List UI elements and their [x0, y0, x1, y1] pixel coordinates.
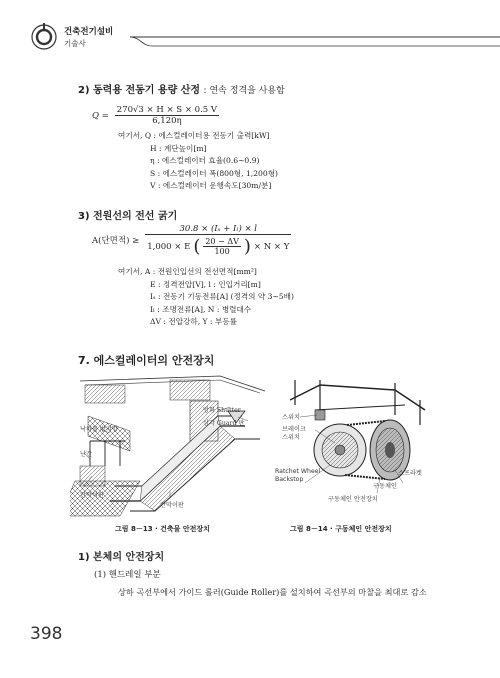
handrail-subheading: (1) 핸드레일 부분 — [94, 570, 161, 580]
label-drive-chain: 구동체인 — [373, 483, 397, 490]
wire-size-formula: A(단면적) ≥ 30.8 × (Iₛ + Iₗ) × l 1,000 × E ( $\frac{20 - \Delta V}{100}$ ) × N × Y — [92, 224, 290, 257]
label-railing: 난간 — [80, 451, 92, 458]
handrail-text: 상하 곡선부에서 가이드 롤러(Guide Roller)를 설치하여 곡선부의 마찰을 최대로 감소 — [118, 587, 427, 597]
label-fall-prevention-net: 낙하물 방지망 — [80, 426, 118, 433]
label-switch: 스위치 — [282, 414, 300, 421]
label-brake-switch: 브레이크 스위치 — [282, 426, 306, 441]
section-7-heading: 7. 에스컬레이터의 안전장치 — [78, 354, 215, 367]
body-safety-heading: 1) 본체의 안전장치 — [78, 552, 165, 563]
figure-14-caption: 그림 8－14 · 구동체인 안전장치 — [290, 525, 392, 533]
label-fire-shutter: 방화 Shutter — [203, 407, 241, 414]
header-title: 건축전기설비 — [64, 27, 114, 37]
label-partition-bottom: 칸막이판 — [160, 502, 184, 509]
section-3-heading: 3) 전원선의 전선 굵기 — [78, 211, 178, 222]
page-number: 398 — [30, 624, 63, 644]
label-chain-safety-device: 구동체인 안전장치 — [328, 496, 378, 503]
section-3-definitions: 여기서, A : 전원인입선의 전선면적[mm²] E : 정격전압[V], l : 인입거리[m] Iₛ : 전동기 기동전류[A] (정격의 약 3∼5배) Iₗ : 조명전류[A], N : 병렬대수 ΔV : 전압강하, Y : 부등률 — [118, 267, 294, 327]
header-subtitle: 기술사 — [64, 39, 86, 48]
section-2-definitions: 여기서, Q : 에스컬레이터용 전동기 출력[kW] H : 계단높이[m] η : 에스컬레이터 효율(0.6∼0.9) S : 에스컬레이터 폭(800형, 1,200형) V : 에스컬레이터 운행속도[30m/분] — [118, 131, 279, 191]
label-ratchet-backstop: Ratchet Wheel Backstop — [275, 468, 321, 483]
figure-13-caption: 그림 8－13 · 건축물 안전장치 — [115, 525, 210, 533]
section-2-heading: 2) 동력용 전동기 용량 산정 : 연속 정격을 사용함 — [78, 85, 285, 96]
label-sprocket: 스프라켓 — [398, 470, 422, 477]
label-triangle-guard: 삼각 Guard 판 — [203, 420, 245, 427]
label-partition-left: 칸막이판 — [80, 492, 104, 499]
motor-capacity-formula: Q = $\frac{270√3 \times H \times S \times 0.5 V}{6,120\eta}$ — [92, 105, 218, 126]
